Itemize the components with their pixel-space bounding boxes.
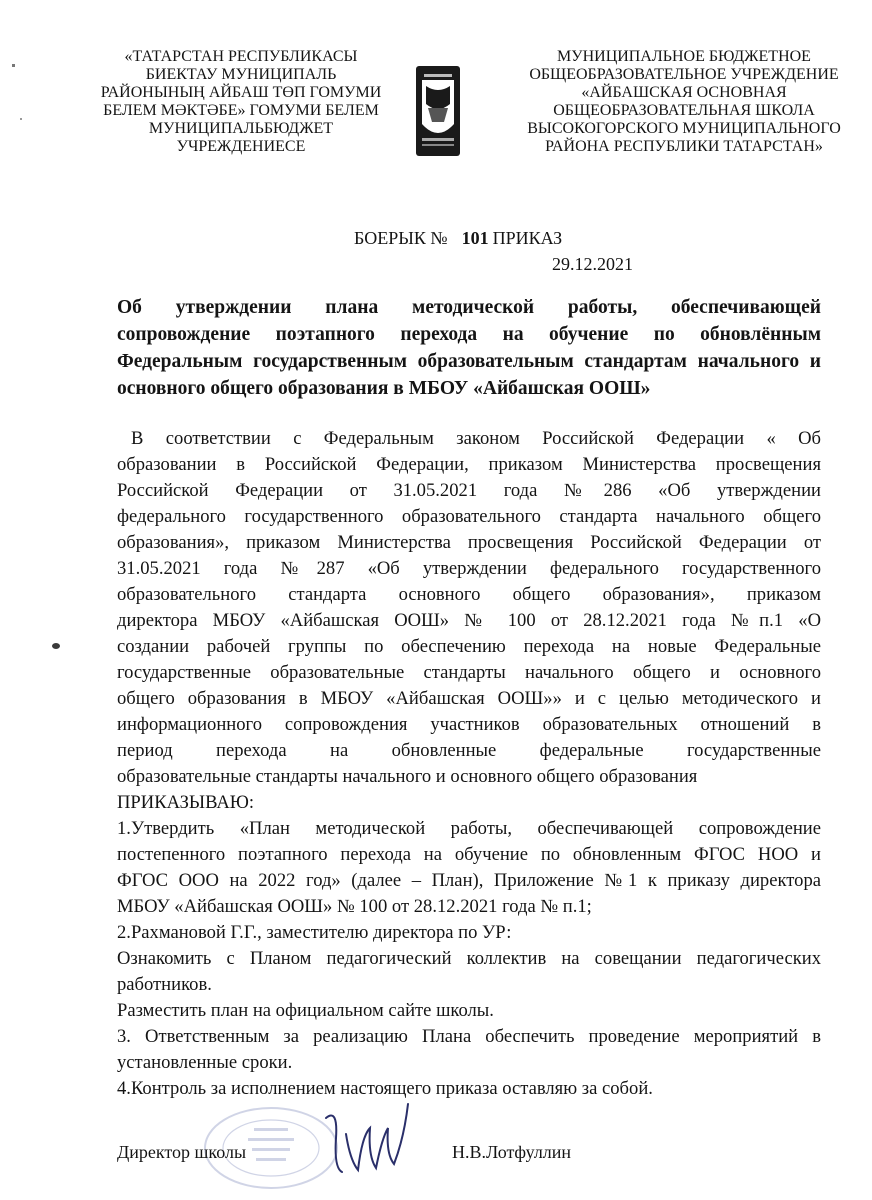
signature-name: Н.В.Лотфуллин: [452, 1142, 572, 1162]
body-line: образовательного стандарта основного общего образования», приказом: [117, 584, 821, 605]
title-line: Федеральным государственным образовательным стандартам начального и: [117, 351, 821, 372]
body-line: информационного сопровождения участников образовательных отношений в: [117, 714, 821, 735]
body-line: Ознакомить с Планом педагогический коллектив на совещании педагогических: [117, 948, 821, 969]
body-line: работников.: [117, 974, 212, 995]
body-line: 3. Ответственным за реализацию Плана обеспечить проведение мероприятий в: [117, 1026, 821, 1047]
header-right-line: ОБЩЕОБРАЗОВАТЕЛЬНОЕ УЧРЕЖДЕНИЕ: [529, 66, 839, 83]
header-right-russian: [500, 48, 868, 156]
header-left-line: УЧРЕЖДЕНИЕСЕ: [176, 138, 306, 155]
order-body: [117, 426, 821, 1102]
body-line: Российской Федерации от 31.05.2021 года №286 «Об утверждении: [117, 480, 821, 501]
body-line: МБОУ «Айбашская ООШ» № 100 от 28.12.2021 года № п.1;: [117, 896, 592, 917]
header-left-line: МУНИЦИПАЛЬБЮДЖЕТ: [148, 120, 334, 137]
title-line: основного общего образования в МБОУ «Айбашская ООШ»: [117, 378, 651, 399]
order-date: 29.12.2021: [552, 254, 633, 274]
body-line: государственные образовательные стандарты начального общего и основного: [117, 662, 821, 683]
body-line: 2.Рахмановой Г.Г., заместителю директора по УР:: [117, 922, 512, 943]
header-left-line: «ТАТАРСТАН РЕСПУБЛИКАСЫ: [124, 48, 358, 65]
scan-speck: [20, 118, 22, 120]
body-line: федерального государственного образовательного стандарта начального общего: [117, 506, 821, 527]
scan-mark: [52, 643, 60, 649]
body-line: постепенного поэтапного перехода на обучение по обновленным ФГОС НОО и: [117, 844, 821, 865]
order-heading: [354, 228, 562, 249]
coat-of-arms-icon: [414, 64, 462, 158]
header-right-line: ОБЩЕОБРАЗОВАТЕЛЬНАЯ ШКОЛА: [553, 102, 815, 119]
handwritten-signature-icon: [316, 1098, 416, 1180]
body-line: 1.Утвердить «План методической работы, обеспечивающей сопровождение: [117, 818, 821, 839]
scan-speck: [12, 64, 15, 67]
header-right-line: РАЙОНА РЕСПУБЛИКИ ТАТАРСТАН»: [545, 138, 823, 155]
signature-position: Директор школы: [117, 1142, 247, 1162]
body-line: образовательные стандарты начального и основного общего образования: [117, 766, 698, 787]
body-line: В соответствии с Федеральным законом Российской Федерации « Об: [131, 428, 821, 449]
body-line: 4.Контроль за исполнением настоящего приказа оставляю за собой.: [117, 1078, 653, 1099]
body-line: Разместить план на официальном сайте школы.: [117, 1000, 494, 1021]
header-left-tatar: [82, 48, 400, 156]
body-line: общего образования в МБОУ «Айбашская ООШ»» и с целью методического и: [117, 688, 821, 709]
header-left-line: БИЕКТАУ МУНИЦИПАЛЬ: [145, 66, 337, 83]
body-line: образовании в Российской Федерации, приказом Министерства просвещения: [117, 454, 821, 475]
body-line: директора МБОУ «Айбашская ООШ» № 100 от 28.12.2021 года №п.1 «О: [117, 610, 821, 631]
header-right-line: МУНИЦИПАЛЬНОЕ БЮДЖЕТНОЕ: [557, 48, 811, 65]
title-line: сопровождение поэтапного перехода на обучение по обновлённым: [117, 324, 821, 345]
body-line-command: ПРИКАЗЫВАЮ:: [117, 792, 255, 813]
header-left-line: БЕЛЕМ МӘКТӘБЕ» ГОМУМИ БЕЛЕМ: [103, 102, 379, 119]
header-right-line: ВЫСОКОГОРСКОГО МУНИЦИПАЛЬНОГО: [527, 120, 841, 137]
title-line: Об утверждении плана методической работы, обеспечивающей: [117, 297, 821, 318]
body-line: период перехода на обновленные федеральные государственные: [117, 740, 821, 761]
order-suffix: ПРИКАЗ: [492, 228, 563, 248]
header-left-line: РАЙОНЫНЫҢ АЙБАШ ТӨП ГОМУМИ: [100, 84, 382, 101]
body-line: создании рабочей группы по обеспечению перехода на новые Федеральные: [117, 636, 821, 657]
body-line: образования», приказом Министерства просвещения Российской Федерации от: [117, 532, 821, 553]
body-line: ФГОС ООО на 2022 год» (далее – План), Приложение №1 к приказу директора: [117, 870, 821, 891]
order-number: 101: [461, 228, 489, 248]
body-line: 31.05.2021 года №287 «Об утверждении федерального государственного: [117, 558, 821, 579]
header-right-line: «АЙБАШСКАЯ ОСНОВНАЯ: [581, 84, 787, 101]
body-line: установленные сроки.: [117, 1052, 293, 1073]
order-prefix: БОЕРЫК №: [354, 228, 448, 248]
order-title: [117, 294, 821, 402]
